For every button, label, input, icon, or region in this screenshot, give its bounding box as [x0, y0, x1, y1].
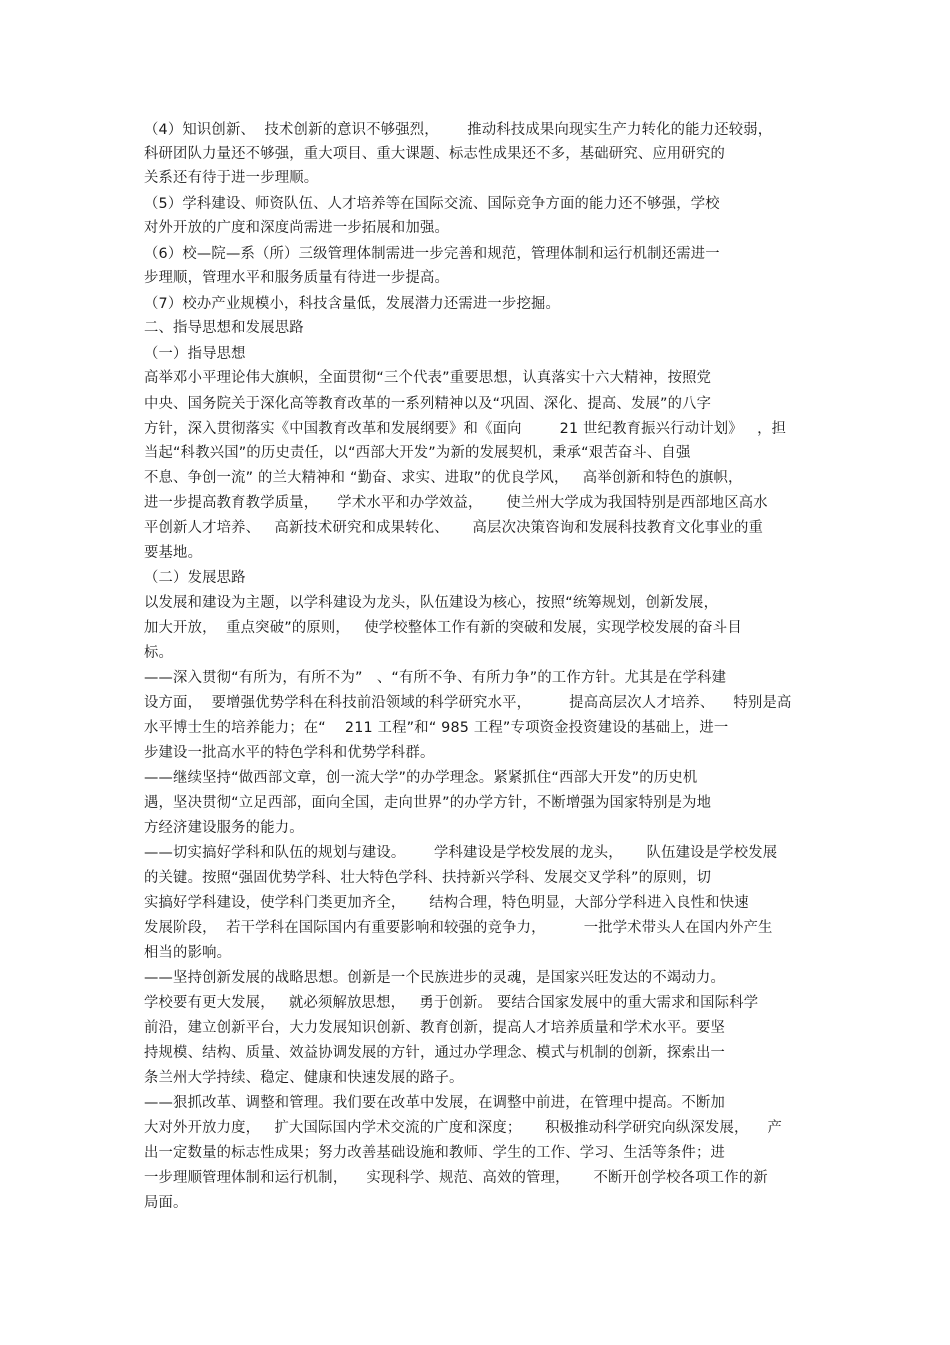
text-line: 步理顺，管理水平和服务质量有待进一步提高。 [144, 270, 450, 286]
text-line: 相当的影响。 [144, 945, 232, 961]
text-line: 前沿，建立创新平台，大力发展知识创新、教育创新，提高人才培养质量和学术水平。要坚 [144, 1020, 726, 1036]
text-line: 加大开放， 重点突破”的原则， 使学校整体工作有新的突破和发展，实现学校发展的奋斗目 [144, 620, 742, 636]
text-line: 不息、争创一流” 的兰大精神和 “勤奋、求实、进取”的优良学风， 高举创新和特色的旗帜， [144, 470, 743, 486]
text-line: ——狠抓改革、调整和管理。我们要在改革中发展，在调整中前进，在管理中提高。不断加 [144, 1095, 726, 1111]
text-line: 步建设一批高水平的特色学科和优势学科群。 [144, 745, 435, 761]
text-line: ——继续坚持“做西部文章，创一流大学”的办学理念。紧紧抓住“西部大开发”的历史机 [144, 770, 698, 786]
subsection-heading: （一）指导思想 [144, 346, 246, 362]
text-line: （7）校办产业规模小，科技含量低，发展潜力还需进一步挖掘。 [144, 296, 561, 312]
text-line: 条兰州大学持续、稳定、健康和快速发展的路子。 [144, 1070, 464, 1086]
text-line: 进一步提高教育教学质量， 学术水平和办学效益， 使兰州大学成为我国特别是西部地区高水 [144, 495, 768, 511]
text-line: 当起“科教兴国”的历史责任，以“西部大开发”为新的发展契机，秉承“艰苦奋斗、自强 [144, 445, 691, 461]
text-line: 水平博士生的培养能力；在“ 211 工程”和“ 985 工程”专项资金投资建设的基础上，进一 [144, 720, 729, 736]
text-line: 中央、国务院关于深化高等教育改革的一系列精神以及“巩固、深化、提高、发展”的八字 [144, 396, 712, 412]
text-line: 对外开放的广度和深度尚需进一步拓展和加强。 [144, 220, 450, 236]
text-line: 持规模、结构、质量、效益协调发展的方针，通过办学理念、模式与机制的创新，探索出一 [144, 1045, 726, 1061]
text-line: 平创新人才培养、 高新技术研究和成果转化、 高层次决策咨询和发展科技教育文化事业的重 [144, 520, 764, 536]
text-line: ——坚持创新发展的战略思想。创新是一个民族进步的灵魂，是国家兴旺发达的不竭动力。 [144, 970, 726, 986]
text-line: 发展阶段， 若干学科在国际国内有重要影响和较强的竞争力， 一批学术带头人在国内外产生 [144, 920, 773, 936]
section-heading: 二、指导思想和发展思路 [144, 320, 304, 336]
text-line: 要基地。 [144, 545, 203, 561]
text-line: 以发展和建设为主题，以学科建设为龙头，队伍建设为核心，按照“统筹规划，创新发展， [144, 595, 719, 611]
text-line: 大对外开放力度， 扩大国际国内学术交流的广度和深度； 积极推动科学研究向纵深发展， 产 [144, 1120, 783, 1136]
text-line: 一步理顺管理体制和运行机制， 实现科学、规范、高效的管理， 不断开创学校各项工作的新 [144, 1170, 768, 1186]
text-line: 高举邓小平理论伟大旗帜，全面贯彻“三个代表”重要思想，认真落实十六大精神，按照党 [144, 370, 712, 386]
text-line: 科研团队力量还不够强，重大项目、重大课题、标志性成果还不多，基础研究、应用研究的 [144, 146, 726, 162]
text-line: 关系还有待于进一步理顺。 [144, 170, 319, 186]
text-line: ——切实搞好学科和队伍的规划与建设。 学科建设是学校发展的龙头， 队伍建设是学校发展 [144, 845, 778, 861]
text-line: （4）知识创新、 技术创新的意识不够强烈， 推动科技成果向现实生产力转化的能力还较弱， [144, 122, 773, 138]
text-line: 学校要有更大发展， 就必须解放思想， 勇于创新。 要结合国家发展中的重大需求和国际科学 [144, 995, 759, 1011]
text-line: 的关键。按照“强固优势学科、壮大特色学科、扶持新兴学科、发展交叉学科”的原则，切 [144, 870, 712, 886]
text-line: 设方面， 要增强优势学科在科技前沿领域的科学研究水平， 提高高层次人才培养、 特别是高 [144, 695, 792, 711]
text-line: 遇，坚决贯彻“立足西部，面向全国，走向世界”的办学方针，不断增强为国家特别是为地 [144, 795, 712, 811]
text-line: 局面。 [144, 1195, 188, 1211]
text-line: 实搞好学科建设，使学科门类更加齐全， 结构合理，特色明显，大部分学科进入良性和快速 [144, 895, 749, 911]
text-line: 方针，深入贯彻落实《中国教育改革和发展纲要》和《面向 21 世纪教育振兴行动计划》 ，担 [144, 421, 787, 437]
subsection-heading: （二）发展思路 [144, 570, 246, 586]
text-line: 出一定数量的标志性成果；努力改善基础设施和教师、学生的工作、学习、生活等条件；进 [144, 1145, 726, 1161]
text-line: 方经济建设服务的能力。 [144, 820, 304, 836]
text-line: ——深入贯彻“有所为，有所不为” 、“有所不争、有所力争”的工作方针。尤其是在学科建 [144, 670, 727, 686]
text-line: （6）校—院—系（所）三级管理体制需进一步完善和规范，管理体制和运行机制还需进一 [144, 246, 720, 262]
text-line: （5）学科建设、师资队伍、人才培养等在国际交流、国际竞争方面的能力还不够强，学校 [144, 196, 720, 212]
text-line: 标。 [144, 645, 174, 661]
